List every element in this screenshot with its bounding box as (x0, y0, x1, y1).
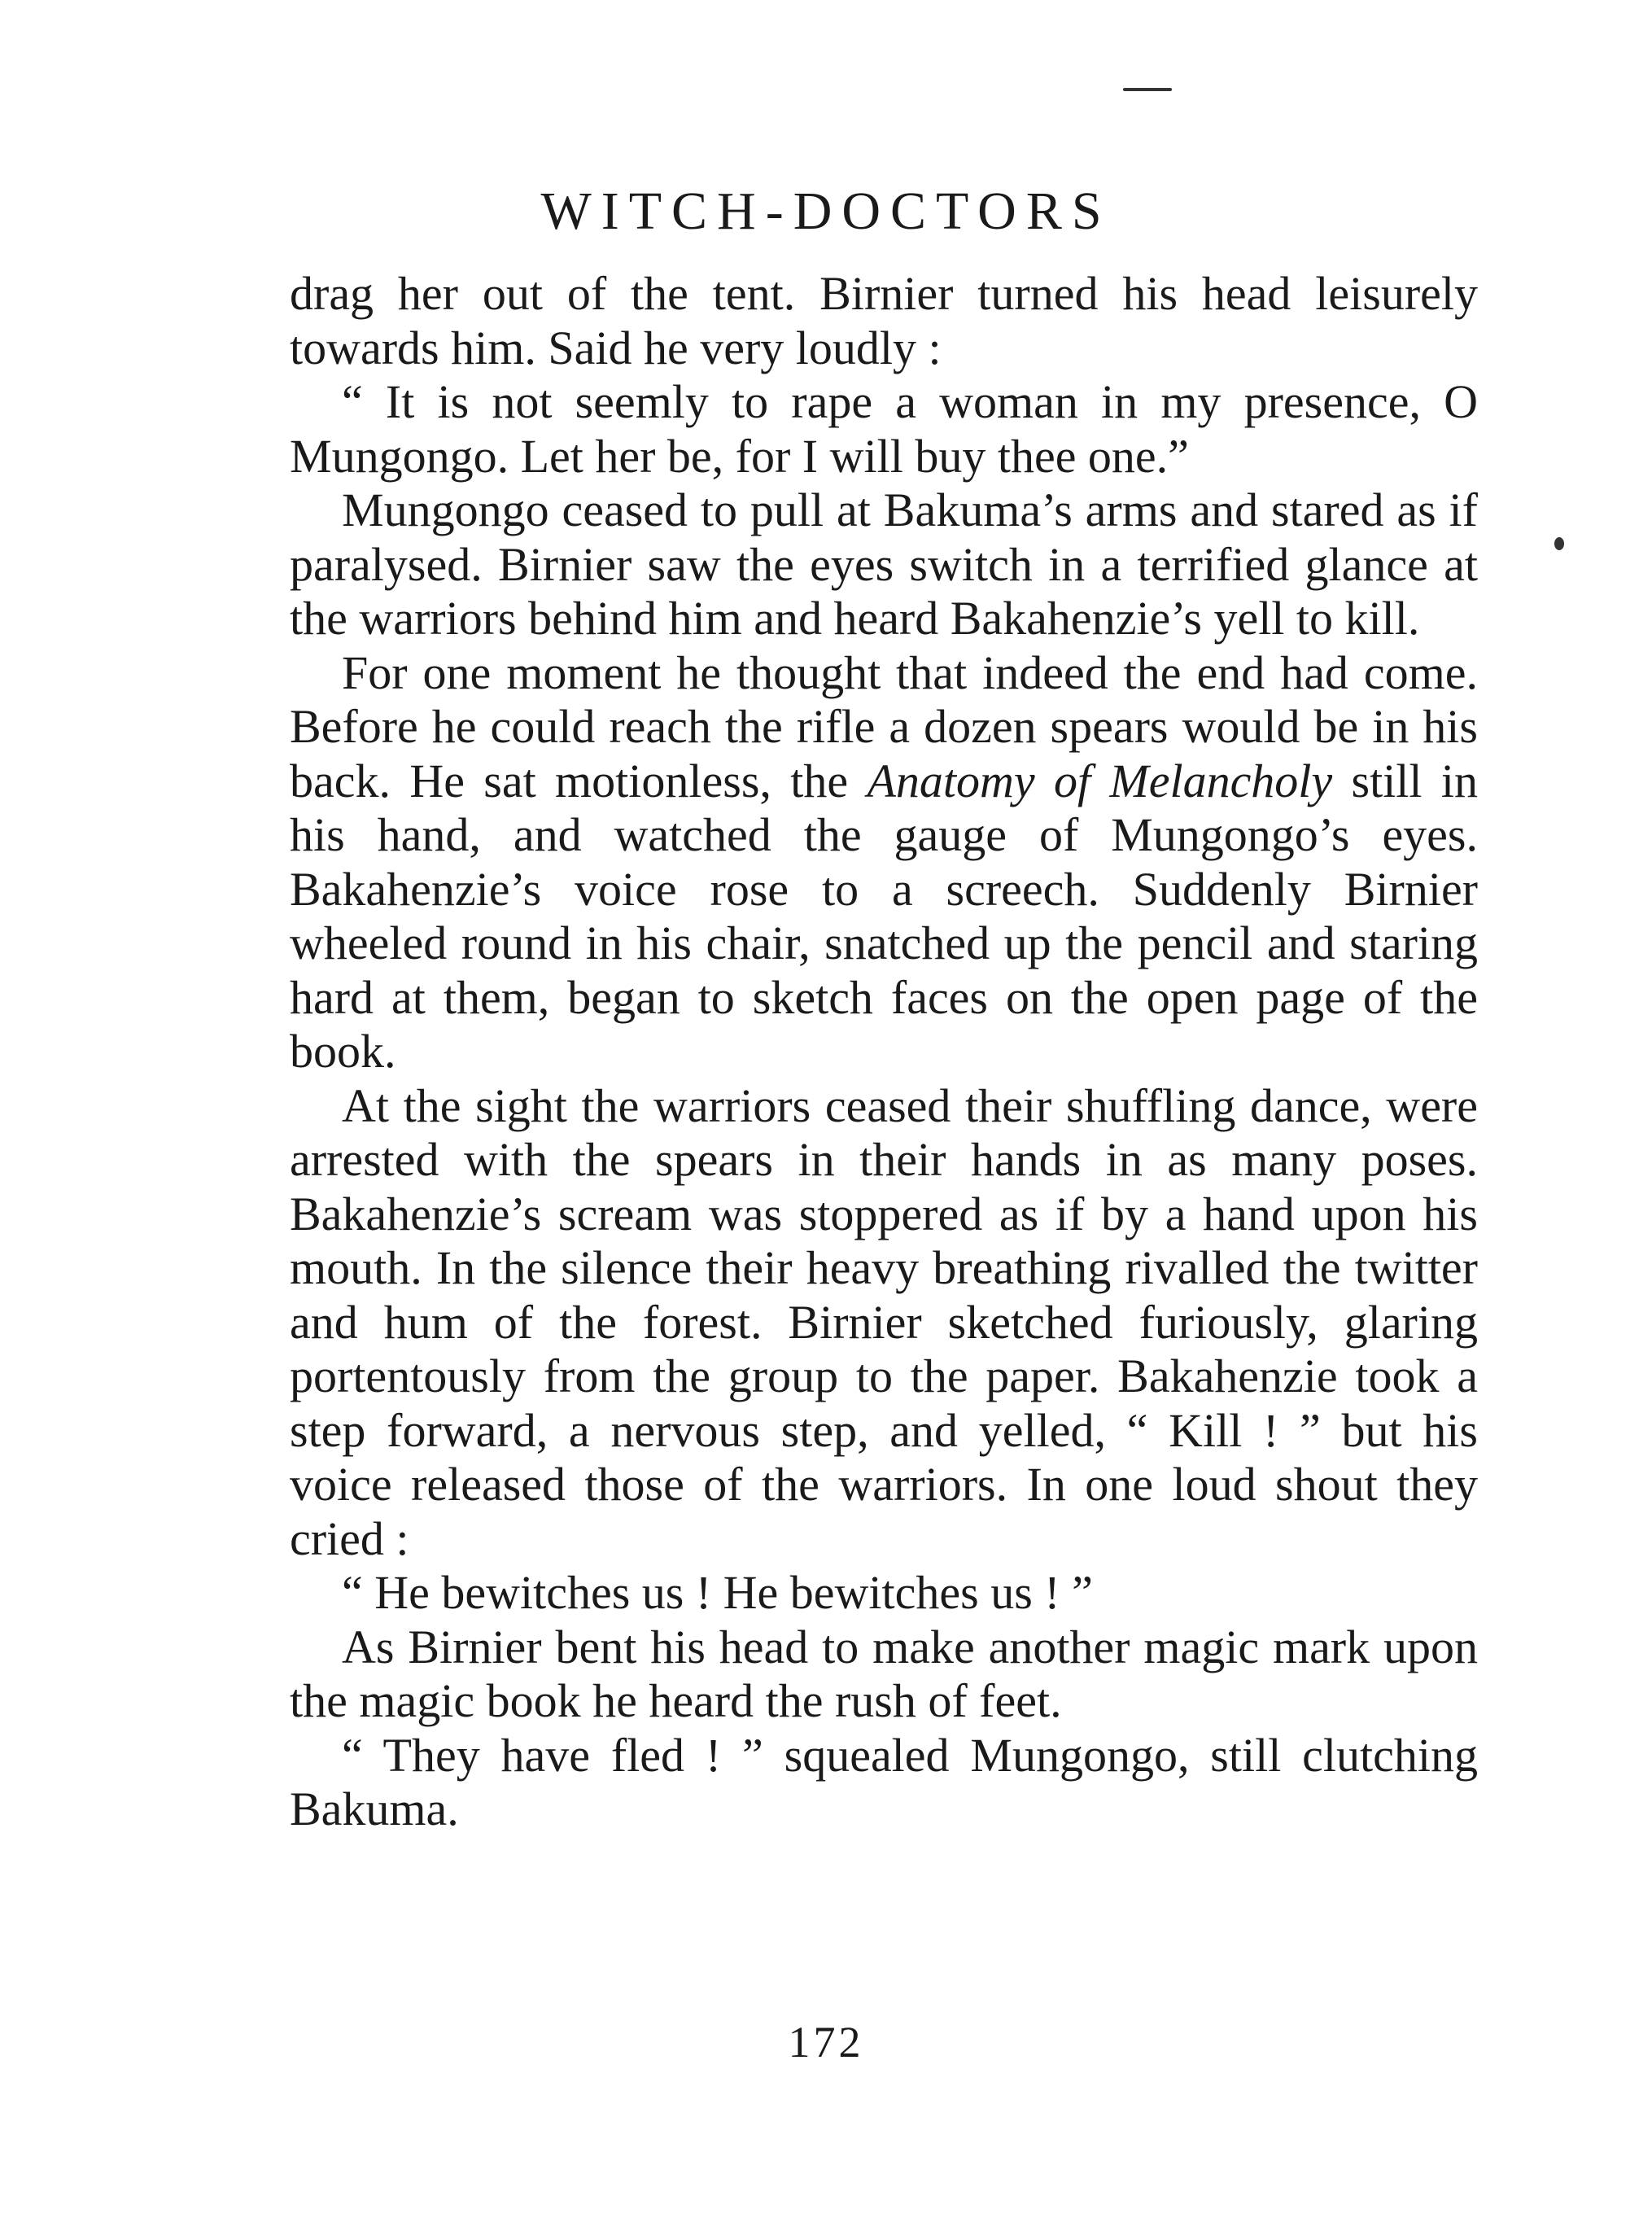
body-text (290, 267, 1478, 1837)
paragraph-4 (290, 646, 1478, 1079)
running-head: WITCH-DOCTORS (540, 182, 1112, 241)
paragraph-1: drag her out of the tent. Birnier turned his head leisurely towards him. Said he very loudly : (290, 267, 1478, 374)
ink-speck (1123, 88, 1172, 91)
paragraph-4-text-b: still in his hand, and watched the gauge of Mungongo’s eyes. Bakahenzie’s voice rose to a screech. Suddenly Birnier wheeled round in his chair, snatched up the pencil and staring hard at them, began to sketch faces on the open page of the book. (290, 754, 1478, 1078)
paragraph-5: At the sight the warriors ceased their shuffling dance, were arrested with the spears in their hands in as many poses. Bakahenzie’s scream was stoppered as if by a hand upon his mouth. In the silence their heavy breathing rivalled the twitter and hum of the forest. Birnier sketched furiously, glaring portentously from the group to the paper. Bakahenzie took a step forward, a nervous step, and yelled, “ Kill ! ” but his voice released those of the warriors. In one loud shout they cried : (290, 1078, 1478, 1565)
paragraph-7: As Birnier bent his head to make another magic mark upon the magic book he heard the rush of feet. (290, 1620, 1478, 1727)
book-title: Anatomy of Melancholy (867, 754, 1333, 807)
ink-speck (1554, 537, 1564, 550)
paragraph-3: Mungongo ceased to pull at Bakuma’s arms and stared as if paralysed. Birnier saw the eyes switch in a terrified glance at the warriors behind him and heard Bakahenzie’s yell to kill. (290, 483, 1478, 645)
paragraph-6: “ He bewitches us ! He bewitches us ! ” (342, 1566, 1093, 1619)
paragraph-8: “ They have fled ! ” squealed Mungongo, still clutching Bakuma. (290, 1728, 1478, 1835)
paragraph-4-text-a: For one moment he thought that indeed the end had come. Before he could reach the rifle a dozen spears would be in his back. He sat motionless, the (290, 645, 1478, 807)
page-number: 172 (788, 2018, 864, 2067)
paragraph-2: “ It is not seemly to rape a woman in my presence, O Mungongo. Let her be, for I will buy thee one.” (290, 375, 1478, 483)
